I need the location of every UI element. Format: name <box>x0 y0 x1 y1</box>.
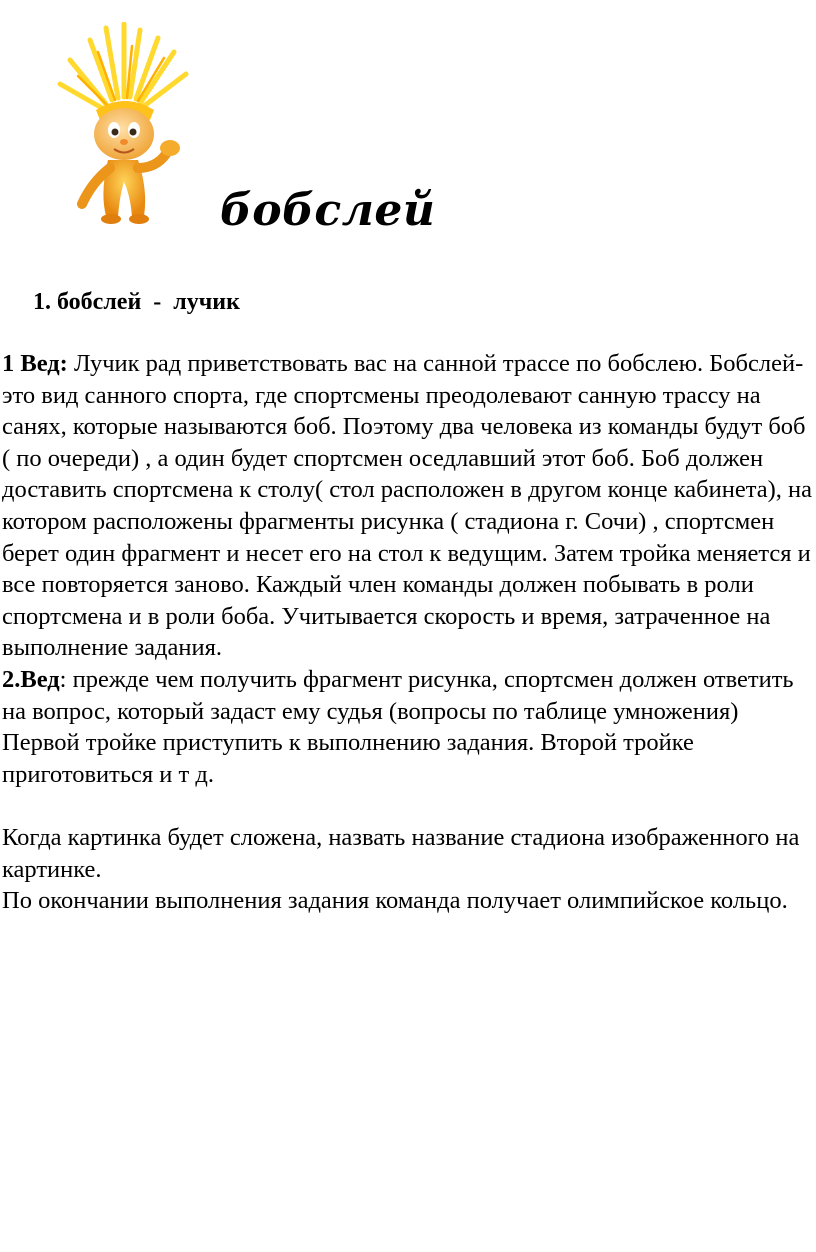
paragraph-2-text: : прежде чем получить фрагмент рисунка, спортсмен должен ответить на вопрос, который задаст ему судья (вопросы по таблице умножения) Первой тройке приступить к выполнению задания. Второй тройке приготовиться и т д. <box>2 665 794 788</box>
paragraph-4-text: По окончании выполнения задания команда получает олимпийское кольцо. <box>2 887 788 915</box>
list-text: бобслей - лучик <box>57 289 240 315</box>
paragraph-3 <box>2 822 814 885</box>
numbered-heading <box>33 289 240 316</box>
paragraph-2-label: 2.Вед <box>2 665 60 693</box>
paragraph-spacer <box>2 790 814 822</box>
paragraph-4 <box>2 885 814 917</box>
paragraph-1 <box>2 348 814 664</box>
list-number: 1. <box>33 289 51 315</box>
paragraph-3-text: Когда картинка будет сложена, назвать название стадиона изображенного на картинке. <box>2 823 800 883</box>
luchik-mascot-icon <box>40 22 200 232</box>
document-body <box>2 348 814 917</box>
paragraph-1-text: Лучик рад приветствовать вас на санной трассе по бобслею. Бобслей- это вид санного спорта, где спортсмены преодолевают санную трассу на санях, которые называются боб. Поэтому два человека из команды будут боб ( по очереди) , а один будет спортсмен оседлавший этот боб. Боб должен доставить спортсмена к столу( стол расположен в другом конце кабинета), на котором расположены фрагменты рисунка ( стадиона г. Сочи) , спортсмен берет один фрагмент и несет его на стол к ведущим. Затем тройка меняется и все повторяется заново. Каждый член команды должен побывать в роли спортсмена и в роли боба. Учитывается скорость и время, затраченное на выполнение задания. <box>2 350 812 662</box>
paragraph-2 <box>2 664 814 790</box>
page-title: бобслей <box>220 185 436 236</box>
paragraph-1-label: 1 Вед: <box>2 350 68 377</box>
